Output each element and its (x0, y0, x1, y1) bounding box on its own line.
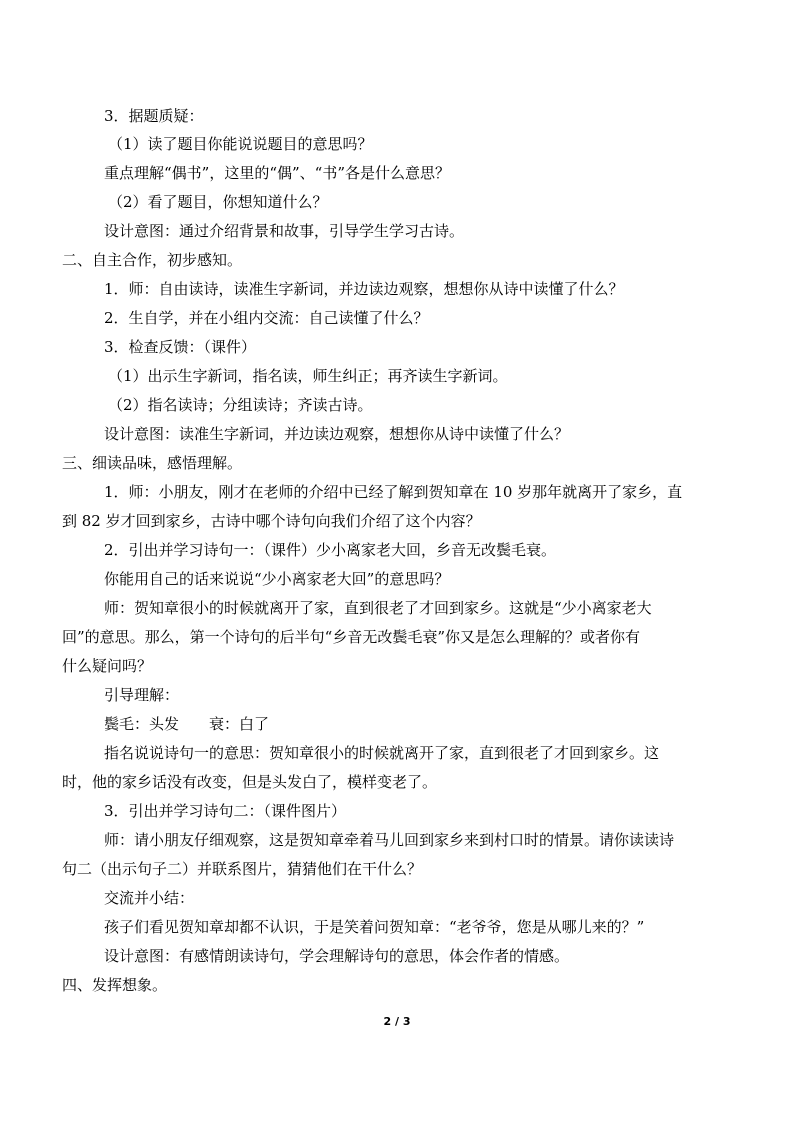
text-line: 1．师：小朋友，刚才在老师的介绍中已经了解到贺知章在 10 岁那年就离开了家乡，直 (104, 483, 683, 501)
text-line: 你能用自己的话来说说“少小离家老大回”的意思吗？ (104, 570, 450, 588)
text-line: （1）读了题目你能说说题目的意思吗？ (108, 135, 373, 153)
text-line: 3．检查反馈：（课件） (104, 338, 257, 356)
text-line: 设计意图：有感情朗读诗句，学会理解诗句的意思，体会作者的情感。 (104, 947, 570, 965)
text-line: 交流并小结： (104, 889, 195, 907)
text-line: 3．据题质疑： (104, 107, 204, 125)
text-line: 3．引出并学习诗句二：（课件图片） (104, 802, 347, 820)
text-line: （2）看了题目，你想知道什么？ (108, 193, 328, 211)
text-line: 1．师：自由读诗，读准生字新词，并边读边观察，想想你从诗中读懂了什么？ (104, 280, 624, 298)
text-line: 2．引出并学习诗句一：（课件）少小离家老大回，乡音无改鬓毛衰。 (104, 541, 557, 559)
text-line: （2）指名读诗；分组读诗；齐读古诗。 (108, 396, 373, 414)
text-line: 句二（出示句子二）并联系图片，猜猜他们在干什么？ (62, 860, 423, 878)
text-line: （1）出示生字新词，指名读，师生纠正；再齐读生字新词。 (108, 367, 508, 385)
text-line: 孩子们看见贺知章却都不认识，于是笑着问贺知章：“老爷爷，您是从哪儿来的？” (104, 918, 645, 936)
text-line: 师：贺知章很小的时候就离开了家，直到很老了才回到家乡。这就是“少小离家老大 (104, 599, 652, 617)
text-line: 鬓毛：头发 衰：白了 (104, 715, 270, 733)
text-line: 引导理解： (104, 686, 180, 704)
text-line: 师：请小朋友仔细观察，这是贺知章牵着马儿回到家乡来到村口时的情景。请你读读诗 (104, 831, 675, 849)
text-line: 设计意图：读准生字新词，并边读边观察，想想你从诗中读懂了什么？ (104, 425, 570, 443)
text-line: 指名说说诗句一的意思：贺知章很小的时候就离开了家，直到很老了才回到家乡。这 (104, 744, 660, 762)
text-line: 什么疑问吗？ (62, 657, 153, 675)
text-line: 回”的意思。那么，第一个诗句的后半句“乡音无改鬓毛衰”你又是怎么理解的？或者你有 (62, 628, 641, 646)
text-line: 设计意图：通过介绍背景和故事，引导学生学习古诗。 (104, 222, 465, 240)
text-line: 2．生自学，并在小组内交流：自己读懂了什么？ (104, 309, 429, 327)
text-line: 时，他的家乡话没有改变，但是头发白了，模样变老了。 (62, 773, 438, 791)
text-line: 到 82 岁才回到家乡，古诗中哪个诗句向我们介绍了这个内容？ (62, 512, 481, 530)
page-number: 2 / 3 (383, 1015, 411, 1028)
section-heading: 三、细读品味，感悟理解。 (62, 454, 243, 472)
text-line: 重点理解“偶书”，这里的“偶”、“书”各是什么意思？ (104, 164, 451, 182)
section-heading: 二、自主合作，初步感知。 (62, 251, 243, 269)
section-heading: 四、发挥想象。 (62, 976, 168, 994)
